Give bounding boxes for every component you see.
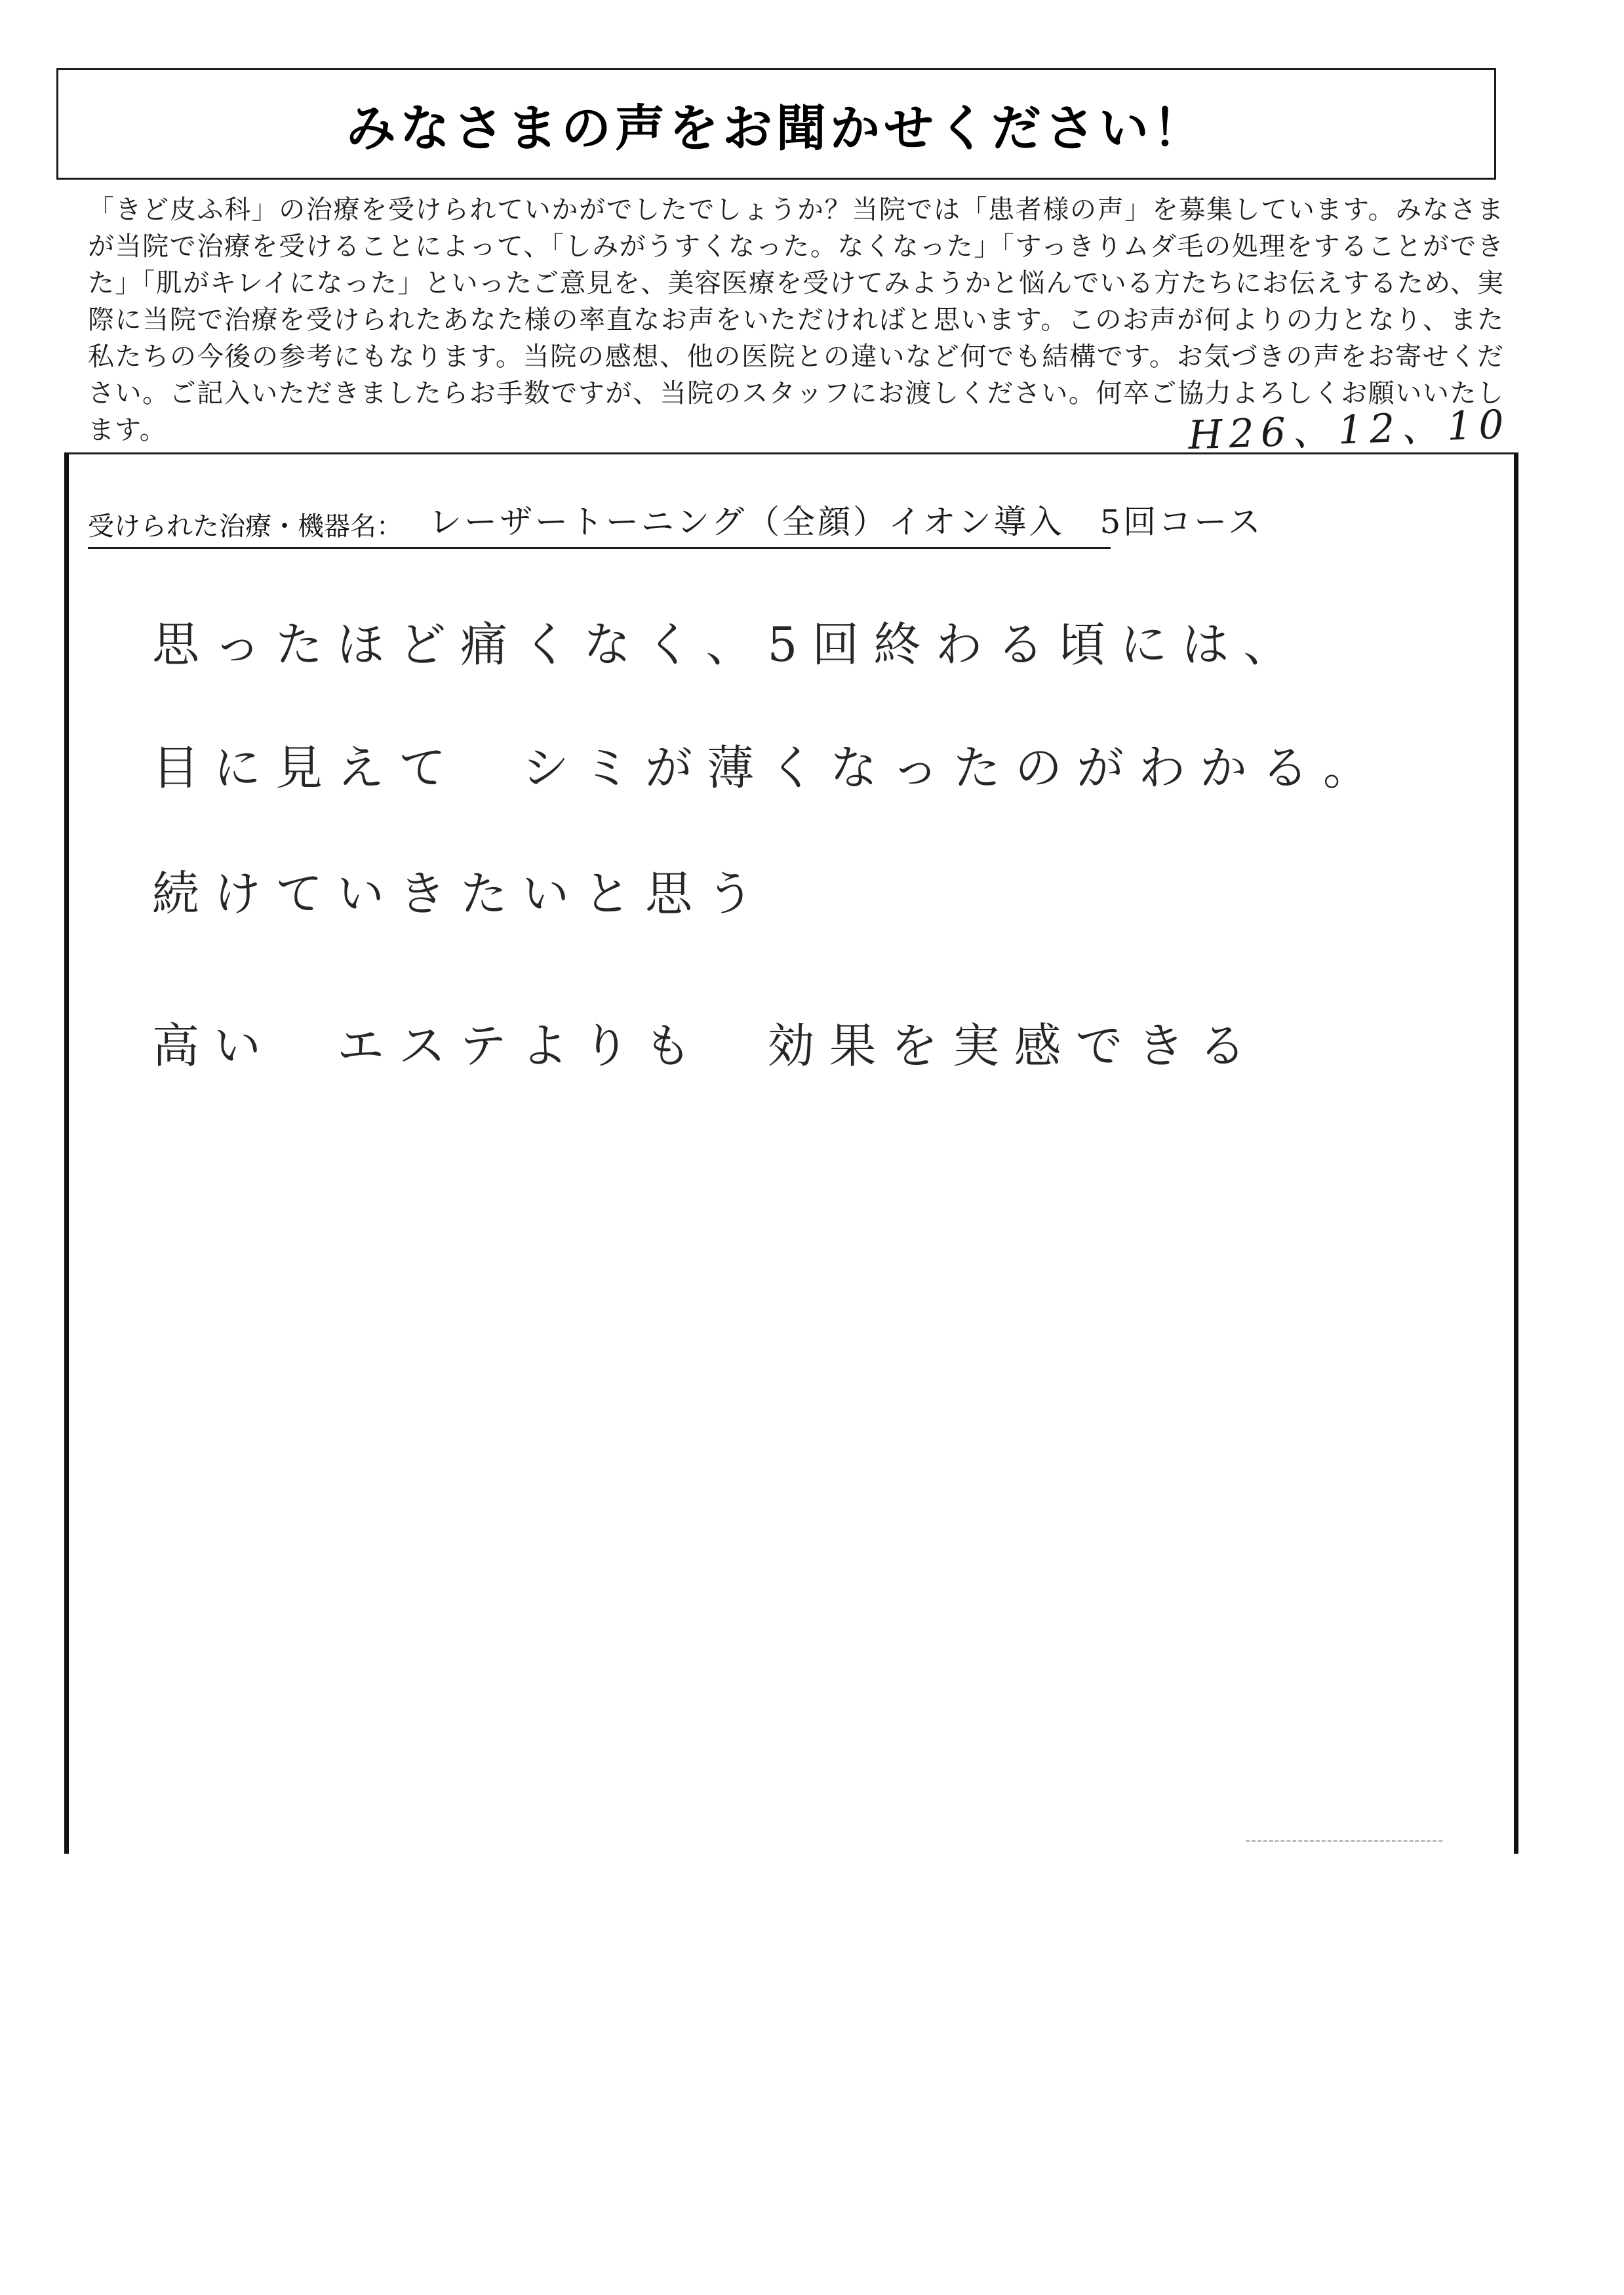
treatment-row: [88, 488, 1263, 549]
scan-artifact-line: [1246, 1840, 1442, 1845]
comment-line: 高い エステよりも 効果を実感できる: [152, 1018, 1261, 1073]
treatment-label: 受けられた治療・機器名：: [88, 511, 403, 542]
intro-paragraph: 「きど皮ふ科」の治療を受けられていかがでしたでしょうか？当院では「患者様の声」を募集しています。みなさまが当院で治療を受けることによって、「しみがうすくなった。なくなった」「すっきりムダ毛の処理をすることができた」「肌がキレイになった」といったご意見を、美容医療を受けてみようかと悩んでいる方たちにお伝えするため、実際に当院で治療を受けられたあなた様の率直なお声をいただければと思います。このお声が何よりの力となり、また私たちの今後の参考にもなります。当院の感想、他の医院との違いなど何でも結構です。お気づきの声をお寄せください。ご記入いただきましたらお手数ですが、当院のスタッフにお渡しください。何卒ご協力よろしくお願いいたします。: [88, 195, 1504, 445]
page-title: みなさまの声をお聞かせください！: [346, 98, 1206, 157]
comment-line: 目に見えて シミが薄くなったのがわかる。: [152, 740, 1385, 795]
handwritten-date: H26、12、10: [1187, 401, 1511, 459]
comment-line: 思ったほど痛くなく、5回終わる頃には、: [152, 617, 1305, 672]
treatment-value: レーザートーニング（全顔）イオン導入 5回コース: [429, 503, 1263, 541]
comment-line: 続けていきたいと思う: [152, 866, 769, 921]
title-box: [56, 68, 1496, 180]
